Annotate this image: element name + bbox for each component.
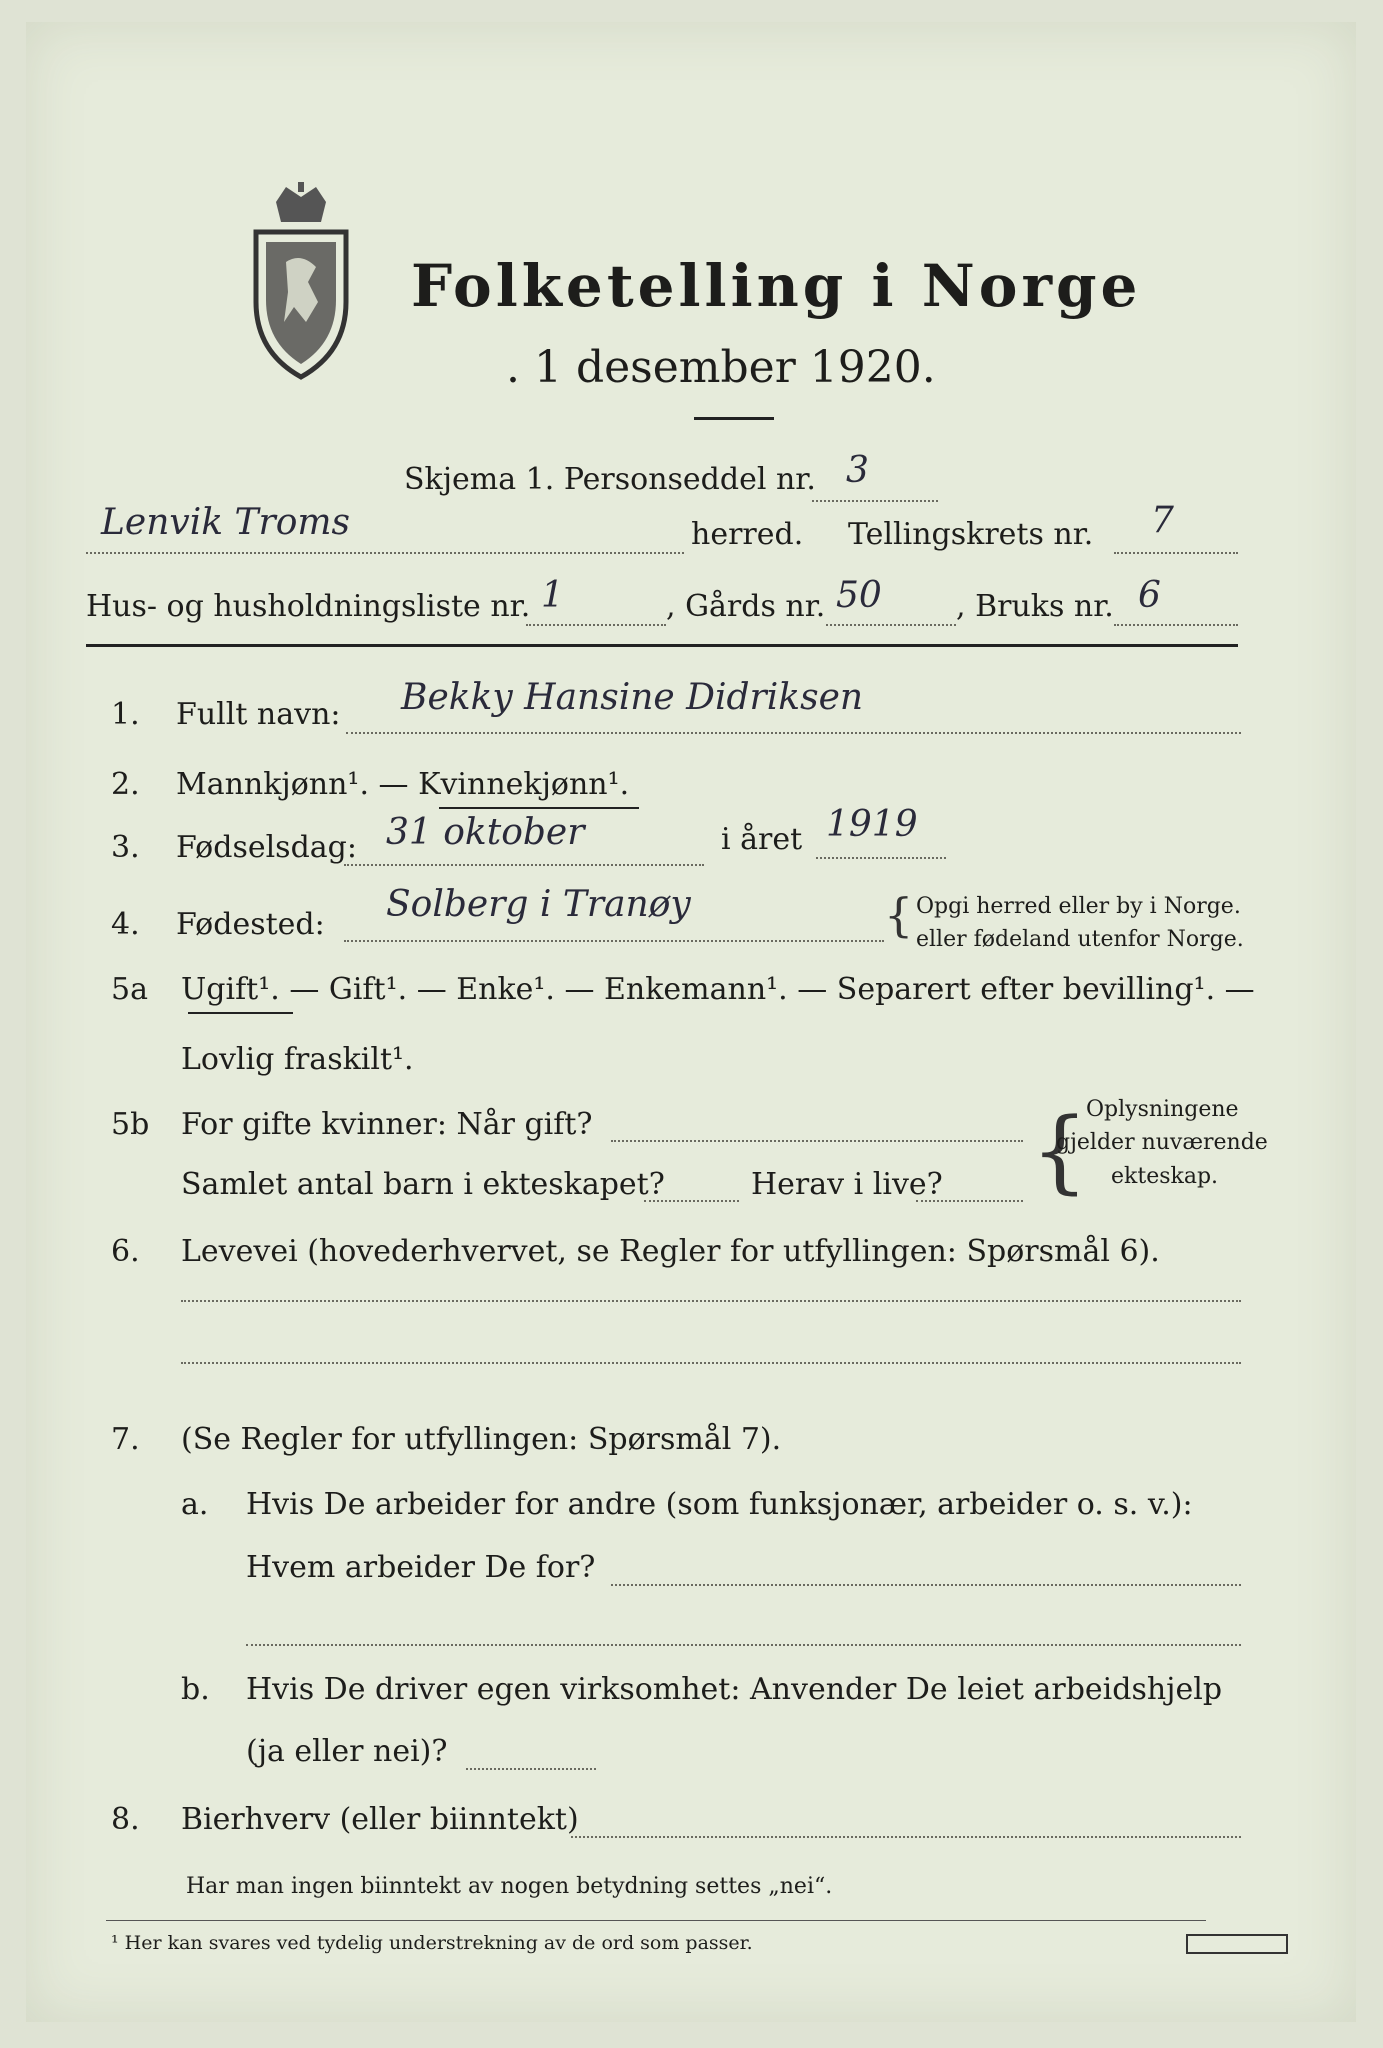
- q3-value: 31 oktober: [386, 812, 585, 853]
- q1-number: 1.: [111, 697, 140, 732]
- q4-line: [344, 940, 884, 942]
- q6-number: 6.: [111, 1234, 140, 1269]
- q5b-note-1: Oplysningene: [1086, 1097, 1239, 1122]
- q5b-label-3: Herav i live?: [751, 1167, 943, 1202]
- printer-stamp: [1186, 1934, 1288, 1954]
- q6-line-2: [181, 1362, 1241, 1364]
- bruks-label: , Bruks nr.: [956, 589, 1114, 624]
- q1-value: Bekky Hansine Didriksen: [401, 677, 864, 718]
- q7a-line-2: [246, 1644, 1241, 1646]
- q7a-label: Hvis De arbeider for andre (som funksjonær, arbeider o. s. v.):: [246, 1487, 1193, 1522]
- q7b-line: [466, 1768, 596, 1770]
- hus-label: Hus- og husholdningsliste nr.: [86, 589, 531, 624]
- q2-underline: [439, 807, 639, 809]
- q4-value: Solberg i Tranøy: [386, 884, 691, 925]
- q5a-label: Ugift¹. — Gift¹. — Enke¹. — Enkemann¹. — Separert efter bevilling¹. —: [181, 972, 1255, 1007]
- herred-value: Lenvik Troms: [101, 502, 351, 543]
- q5b-line-2: [644, 1200, 739, 1202]
- q4-note-1: Opgi herred eller by i Norge.: [916, 894, 1241, 919]
- q4-note-2: eller fødeland utenfor Norge.: [916, 927, 1244, 952]
- q4-number: 4.: [111, 907, 140, 942]
- q3-year-label: i året: [721, 822, 803, 857]
- q5b-note-3: ekteskap.: [1111, 1164, 1219, 1189]
- q3-year-value: 1919: [826, 804, 918, 845]
- q7a-line-1: [611, 1584, 1241, 1586]
- q8-line: [571, 1836, 1241, 1838]
- hus-line: [526, 624, 666, 626]
- q4-label: Fødested:: [176, 907, 325, 942]
- skjema-value: 3: [846, 450, 869, 491]
- q7b-number: b.: [181, 1672, 210, 1707]
- page-title: Folketelling i Norge: [411, 252, 1142, 320]
- krets-value: 7: [1151, 500, 1174, 541]
- q5b-line-3: [916, 1200, 1023, 1202]
- q8-label: Bierhverv (eller biinntekt): [181, 1802, 579, 1837]
- q7-label: (Se Regler for utfyllingen: Spørsmål 7).: [181, 1422, 782, 1457]
- q7a-label-2: Hvem arbeider De for?: [246, 1550, 596, 1585]
- q7b-label: Hvis De driver egen virksomhet: Anvender De leiet arbeidshjelp: [246, 1672, 1223, 1707]
- q5a-number: 5a: [111, 972, 148, 1007]
- q1-label: Fullt navn:: [176, 697, 341, 732]
- krets-line: [1114, 552, 1238, 554]
- bruks-value: 6: [1138, 575, 1161, 616]
- q5b-brace: {: [1031, 1099, 1089, 1204]
- q4-brace: {: [884, 888, 914, 942]
- q5b-note-2: gjelder nuværende: [1056, 1130, 1268, 1155]
- q3-label: Fødselsdag:: [176, 830, 357, 865]
- title-divider: [694, 417, 774, 420]
- gards-label: , Gårds nr.: [666, 589, 826, 624]
- q5a-label-2: Lovlig fraskilt¹.: [181, 1042, 414, 1077]
- q5b-label: For gifte kvinner: Når gift?: [181, 1107, 593, 1142]
- header-rule: [86, 644, 1238, 647]
- footnote: ¹ Her kan svares ved tydelig understrekning av de ord som passer.: [111, 1932, 753, 1954]
- q3-year-line: [816, 857, 946, 859]
- q3-line: [344, 864, 704, 866]
- census-form-page: [26, 22, 1356, 2022]
- q5b-label-2: Samlet antal barn i ekteskapet?: [181, 1167, 665, 1202]
- q5b-line-1: [611, 1140, 1023, 1142]
- herred-line: [86, 552, 684, 554]
- gards-line: [826, 624, 956, 626]
- norway-coat-of-arms-icon: [246, 182, 356, 382]
- q5b-number: 5b: [111, 1107, 150, 1142]
- q7-number: 7.: [111, 1422, 140, 1457]
- krets-label: Tellingskrets nr.: [848, 517, 1094, 552]
- q6-line-1: [181, 1300, 1241, 1302]
- gards-value: 50: [836, 575, 882, 616]
- bruks-line: [1114, 624, 1238, 626]
- skjema-label: Skjema 1. Personseddel nr.: [404, 462, 816, 497]
- q2-label: Mannkjønn¹. — Kvinnekjønn¹.: [176, 767, 630, 802]
- footer-rule: [106, 1920, 1206, 1921]
- q5a-underline: [188, 1012, 293, 1014]
- q7a-number: a.: [181, 1487, 209, 1522]
- q1-line: [346, 732, 1241, 734]
- q7b-label-2: (ja eller nei)?: [246, 1734, 448, 1769]
- hus-value: 1: [541, 575, 564, 616]
- q8-number: 8.: [111, 1802, 140, 1837]
- herred-label: herred.: [691, 517, 804, 552]
- q6-label: Levevei (hovederhvervet, se Regler for utfyllingen: Spørsmål 6).: [181, 1234, 1160, 1269]
- footer-note: Har man ingen biinntekt av nogen betydning settes „nei“.: [186, 1874, 833, 1899]
- q2-number: 2.: [111, 767, 140, 802]
- q3-number: 3.: [111, 830, 140, 865]
- census-date: . 1 desember 1920.: [506, 342, 936, 393]
- skjema-line: [812, 500, 938, 502]
